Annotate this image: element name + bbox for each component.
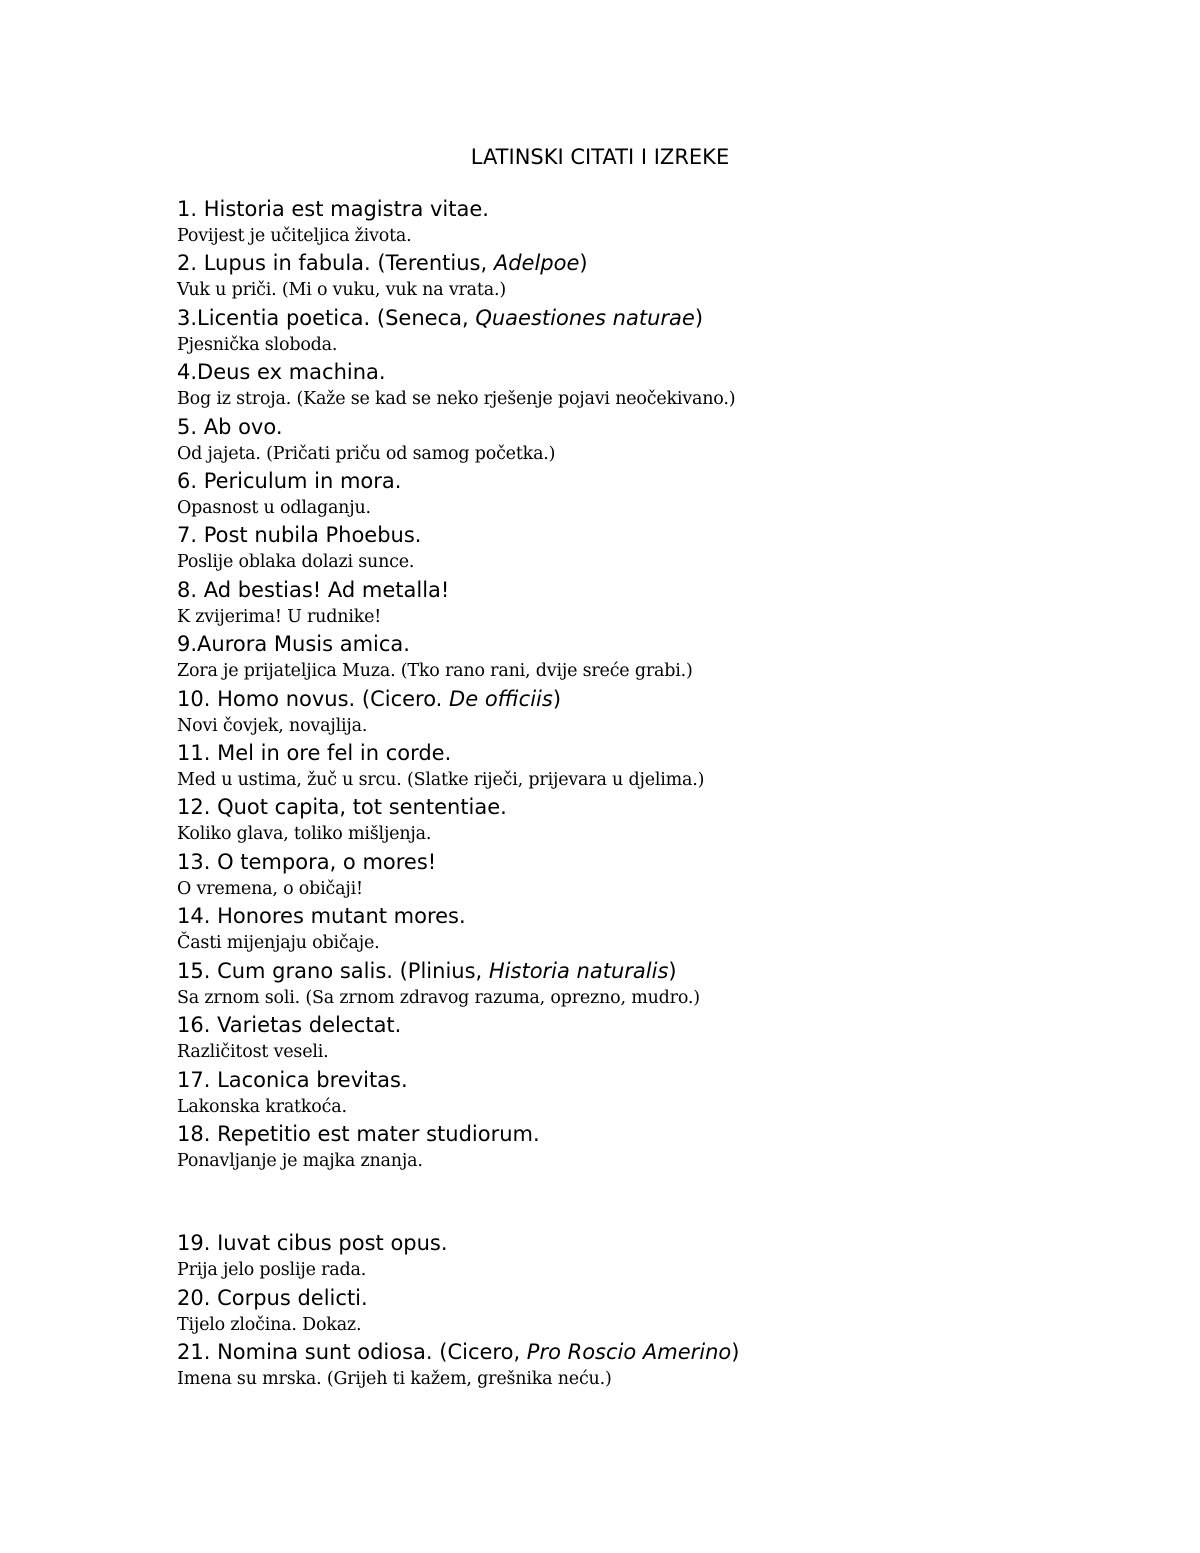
list-item — [177, 792, 1137, 846]
translation: Opasnost u odlaganju. — [177, 498, 371, 519]
latin-quote: 7. Post nubila Phoebus. — [177, 523, 422, 548]
latin-quote: 18. Repetitio est mater studiorum. — [177, 1121, 540, 1146]
latin-quote: 14. Honores mutant mores. — [177, 904, 466, 929]
latin-quote — [177, 956, 1137, 986]
latin-quote — [177, 684, 1137, 714]
latin-quote — [177, 248, 1137, 278]
translation: Od jajeta. (Pričati priču od samog početka.) — [177, 443, 556, 464]
quote-text: 21. Nomina sunt odiosa. (Cicero, — [177, 1340, 527, 1365]
list-item — [177, 357, 1137, 411]
translation: Sa zrnom soli. (Sa zrnom zdravog razuma, oprezno, mudro.) — [177, 987, 700, 1008]
latin-quote: 13. O tempora, o mores! — [177, 849, 437, 874]
source-close: ) — [579, 251, 588, 276]
quote-text: 10. Homo novus. (Cicero. — [177, 686, 450, 711]
latin-quote: 4.Deus ex machina. — [177, 360, 386, 385]
translation: Med u ustima, žuč u srcu. (Slatke riječi, prijevara u djelima.) — [177, 770, 705, 791]
blank-space — [177, 1173, 1137, 1228]
list-item — [177, 194, 1137, 248]
source-close: ) — [694, 305, 704, 330]
list-item — [177, 248, 1137, 302]
list-item — [177, 1337, 1137, 1391]
translation: Ponavljanje je majka znanja. — [177, 1150, 423, 1171]
translation: Časti mijenjaju običaje. — [177, 933, 380, 954]
translation: Poslije oblaka dolazi sunce. — [177, 552, 415, 573]
list-item — [177, 575, 1137, 629]
quote-list — [177, 194, 1137, 1392]
translation: Različitost veseli. — [177, 1042, 329, 1063]
source-work: De officiis — [449, 686, 553, 711]
latin-quote: 6. Periculum in mora. — [177, 469, 402, 494]
list-item — [177, 466, 1137, 520]
list-item — [177, 684, 1137, 738]
latin-quote: 8. Ad bestias! Ad metalla! — [177, 577, 450, 602]
translation: Vuk u priči. (Mi o vuku, vuk na vrata.) — [177, 280, 506, 301]
latin-quote: 1. Historia est magistra vitae. — [177, 197, 489, 221]
latin-quote: 19. Iuvat cibus post opus. — [177, 1231, 448, 1256]
translation: O vremena, o običaji! — [177, 878, 363, 899]
translation: Lakonska kratkoća. — [177, 1096, 347, 1117]
translation: Koliko glava, toliko mišljenja. — [177, 824, 432, 845]
list-item — [177, 1228, 1137, 1282]
list-item — [177, 1119, 1137, 1173]
latin-quote: 17. Laconica brevitas. — [177, 1067, 408, 1092]
list-item — [177, 412, 1137, 466]
quote-text: 15. Cum grano salis. (Plinius, — [177, 958, 489, 983]
latin-quote — [177, 303, 1137, 333]
latin-quote: 20. Corpus delicti. — [177, 1285, 368, 1310]
translation: Bog iz stroja. (Kaže se kad se neko rješenje pojavi neočekivano.) — [177, 389, 736, 410]
list-item — [177, 1010, 1137, 1064]
latin-quote: 16. Varietas delectat. — [177, 1013, 402, 1038]
source-work: Quaestiones naturae — [475, 305, 695, 330]
source-work: Historia naturalis — [488, 958, 669, 983]
latin-quote: 5. Ab ovo. — [177, 414, 283, 439]
translation: Povijest je učiteljica života. — [177, 226, 412, 246]
translation: Imena su mrska. (Grijeh ti kažem, grešnika neću.) — [177, 1369, 612, 1390]
source-close: ) — [731, 1340, 740, 1365]
page-title: LATINSKI CITATI I IZREKE — [470, 145, 730, 169]
list-item — [177, 520, 1137, 574]
list-item — [177, 956, 1137, 1010]
latin-quote: 11. Mel in ore fel in corde. — [177, 741, 452, 766]
latin-quote — [177, 1337, 1137, 1367]
list-item — [177, 303, 1137, 357]
translation: Pjesnička sloboda. — [177, 334, 338, 355]
source-work: Pro Roscio Amerino — [526, 1340, 732, 1365]
translation: Novi čovjek, novajlija. — [177, 715, 368, 736]
translation: Zora je prijateljica Muza. (Tko rano rani, dvije sreće grabi.) — [177, 661, 693, 682]
translation: Tijelo zločina. Dokaz. — [177, 1314, 362, 1335]
list-item — [177, 1065, 1137, 1119]
list-item — [177, 629, 1137, 683]
source-work: Adelpoe — [493, 251, 580, 276]
source-close: ) — [552, 686, 562, 711]
source-close: ) — [668, 958, 677, 983]
quote-text: 3.Licentia poetica. (Seneca, — [177, 305, 476, 330]
list-item — [177, 738, 1137, 792]
quote-text: 2. Lupus in fabula. (Terentius, — [177, 251, 494, 276]
list-item — [177, 847, 1137, 901]
translation: Prija jelo poslije rada. — [177, 1260, 367, 1281]
list-item — [177, 901, 1137, 955]
list-item — [177, 1283, 1137, 1337]
translation: K zvijerima! U rudnike! — [177, 606, 382, 627]
latin-quote: 9.Aurora Musis amica. — [177, 632, 410, 657]
latin-quote: 12. Quot capita, tot sententiae. — [177, 795, 507, 820]
